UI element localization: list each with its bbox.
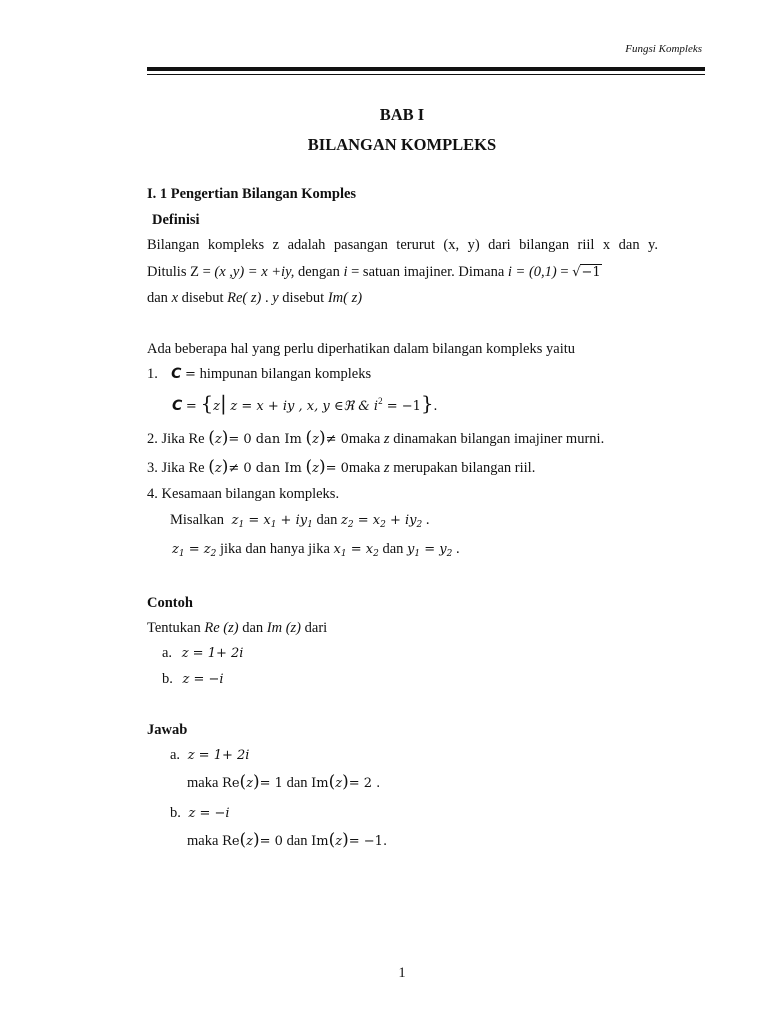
- chapter-title: BILANGAN KOMPLEKS: [307, 135, 497, 154]
- jawab-item-b: b. z = −i: [170, 805, 230, 821]
- contoh-item-b: b. z = −i: [162, 671, 224, 687]
- contoh-item-a: a. z = 1+ 2i: [162, 645, 244, 661]
- jawab-result-b: maka Re(z)= 0 dan Im(z)= −1.: [187, 830, 388, 850]
- sqrt-minus-one: −1: [581, 265, 601, 280]
- header-rule-thick: [147, 67, 705, 71]
- page-number: 1: [398, 965, 406, 981]
- header-rule-thin: [147, 74, 705, 75]
- chapter-label: BAB I: [379, 105, 425, 124]
- list-item-1: 1. C = himpunan bilangan kompleks: [147, 366, 372, 382]
- definition-line-1: Bilangan kompleks z adalah pasangan terurut (x, y) dari bilangan riil x dan y.: [147, 237, 658, 253]
- list-item-2: 2. Jika Re (z)= 0 dan Im (z)≠ 0maka z dinamakan bilangan imajiner murni.: [147, 428, 605, 448]
- definition-heading: Definisi: [152, 212, 200, 228]
- jawab-item-a: a. z = 1+ 2i: [170, 747, 250, 763]
- equality-condition: $z_1 = z_2$ jika dan hanya jika $x_1 = x_2$ dan $y_1 = y_2$ .: [172, 541, 460, 559]
- section-title: I. 1 Pengertian Bilangan Komples: [147, 186, 357, 202]
- list-item-4: 4. Kesamaan bilangan kompleks.: [147, 486, 340, 502]
- complex-set-symbol: C: [171, 366, 182, 382]
- complex-set-definition: C = {z| z = x + iy , x, y ∈ℜ & $i^2 = -1$}.: [172, 391, 438, 415]
- jawab-heading: Jawab: [147, 722, 188, 738]
- jawab-result-a: maka Re(z)= 1 dan Im(z)= 2 .: [187, 772, 381, 792]
- notes-intro: Ada beberapa hal yang perlu diperhatikan dalam bilangan kompleks yaitu: [147, 341, 576, 357]
- list-item-3: 3. Jika Re (z)≠ 0 dan Im (z)= 0maka z merupakan bilangan riil.: [147, 457, 536, 477]
- equality-premise: Misalkan $z_1 = x_1 + iy_1$ dan $z_2 = x_2 + iy_2$ .: [170, 512, 430, 530]
- definition-line-2: Ditulis Z = (x ,y) = x +iy, dengan i = satuan imajiner. Dimana i = (0,1) = √−1: [147, 264, 601, 280]
- contoh-prompt: Tentukan Re (z) dan Im (z) dari: [147, 620, 328, 636]
- contoh-heading: Contoh: [147, 595, 193, 611]
- definition-line-3: dan x disebut Re( z) . y disebut Im( z): [147, 290, 363, 306]
- running-header: Fungsi Kompleks: [625, 43, 702, 55]
